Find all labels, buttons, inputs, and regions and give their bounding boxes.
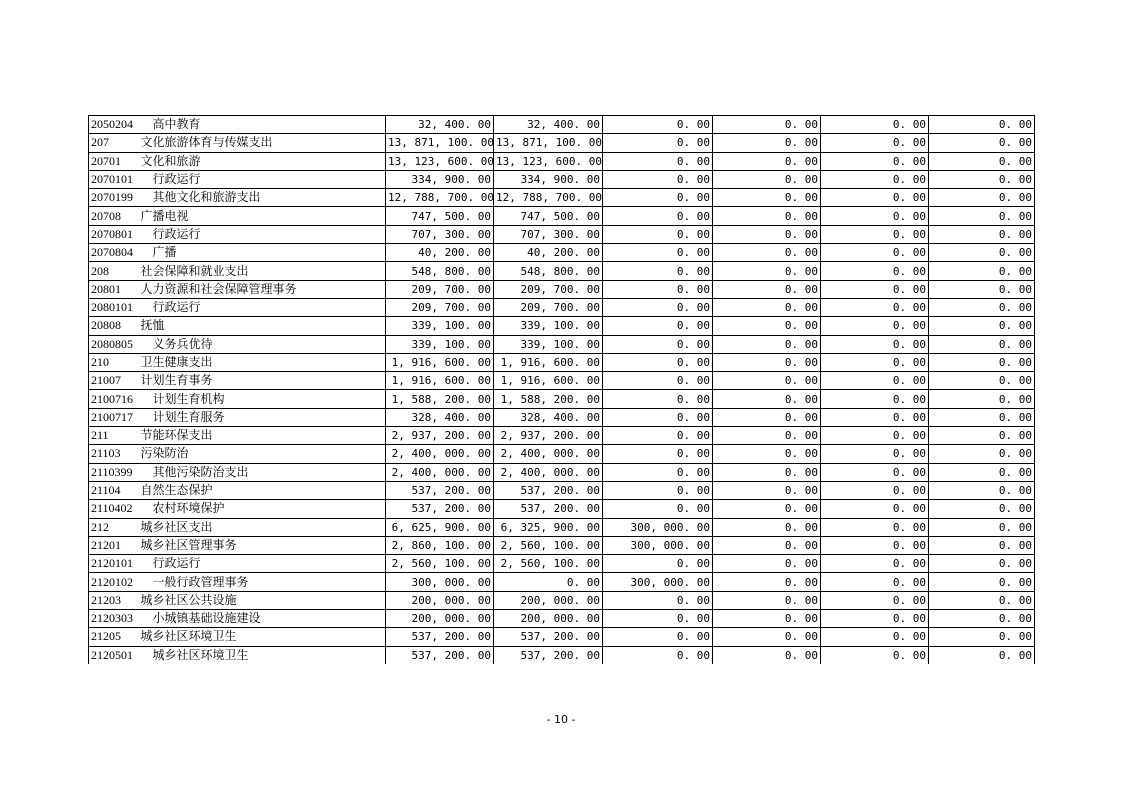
amount-cell-col4: 0. 00 xyxy=(713,610,821,628)
amount-cell-col1: 300, 000. 00 xyxy=(386,573,494,591)
table-row xyxy=(89,335,1035,353)
amount-cell-col6: 0. 00 xyxy=(929,536,1035,554)
amount-cell-col5: 0. 00 xyxy=(821,427,929,445)
subject-name-cell: 文化和旅游 xyxy=(139,152,386,170)
subject-name-cell: 小城镇基础设施建设 xyxy=(139,610,386,628)
amount-cell-col2: 747, 500. 00 xyxy=(494,207,603,225)
amount-cell-col1: 209, 700. 00 xyxy=(386,280,494,298)
amount-cell-col2: 707, 300. 00 xyxy=(494,225,603,243)
amount-cell-col3: 0. 00 xyxy=(603,298,713,316)
subject-name-cell: 行政运行 xyxy=(139,170,386,188)
amount-cell-col4: 0. 00 xyxy=(713,189,821,207)
subject-code-cell: 2110402 xyxy=(89,500,139,518)
subject-name-cell: 污染防治 xyxy=(139,445,386,463)
amount-cell-col1: 6, 625, 900. 00 xyxy=(386,518,494,536)
amount-cell-col4: 0. 00 xyxy=(713,298,821,316)
amount-cell-col1: 200, 000. 00 xyxy=(386,610,494,628)
amount-cell-col3: 0. 00 xyxy=(603,353,713,371)
amount-cell-col2: 2, 560, 100. 00 xyxy=(494,555,603,573)
subject-code-cell: 21103 xyxy=(89,445,139,463)
subject-name-cell: 社会保障和就业支出 xyxy=(139,262,386,280)
amount-cell-col6: 0. 00 xyxy=(929,646,1035,664)
subject-name-cell: 农村环境保护 xyxy=(139,500,386,518)
subject-code-cell: 2070801 xyxy=(89,225,139,243)
subject-name-cell: 节能环保支出 xyxy=(139,427,386,445)
amount-cell-col4: 0. 00 xyxy=(713,481,821,499)
table-row xyxy=(89,518,1035,536)
amount-cell-col2: 537, 200. 00 xyxy=(494,481,603,499)
amount-cell-col3: 0. 00 xyxy=(603,372,713,390)
amount-cell-col5: 0. 00 xyxy=(821,335,929,353)
amount-cell-col6: 0. 00 xyxy=(929,463,1035,481)
amount-cell-col5: 0. 00 xyxy=(821,390,929,408)
table-row xyxy=(89,500,1035,518)
amount-cell-col3: 300, 000. 00 xyxy=(603,573,713,591)
subject-code-cell: 2120102 xyxy=(89,573,139,591)
subject-name-cell: 其他文化和旅游支出 xyxy=(139,189,386,207)
table-row xyxy=(89,298,1035,316)
table-row xyxy=(89,573,1035,591)
amount-cell-col6: 0. 00 xyxy=(929,372,1035,390)
amount-cell-col5: 0. 00 xyxy=(821,262,929,280)
amount-cell-col1: 1, 916, 600. 00 xyxy=(386,372,494,390)
amount-cell-col5: 0. 00 xyxy=(821,610,929,628)
subject-code-cell: 207 xyxy=(89,134,139,152)
table-row xyxy=(89,555,1035,573)
amount-cell-col4: 0. 00 xyxy=(713,646,821,664)
amount-cell-col6: 0. 00 xyxy=(929,500,1035,518)
table-row xyxy=(89,134,1035,152)
amount-cell-col1: 537, 200. 00 xyxy=(386,500,494,518)
amount-cell-col6: 0. 00 xyxy=(929,262,1035,280)
table-row xyxy=(89,481,1035,499)
amount-cell-col2: 1, 916, 600. 00 xyxy=(494,353,603,371)
amount-cell-col4: 0. 00 xyxy=(713,427,821,445)
amount-cell-col1: 537, 200. 00 xyxy=(386,628,494,646)
amount-cell-col5: 0. 00 xyxy=(821,170,929,188)
subject-code-cell: 21007 xyxy=(89,372,139,390)
amount-cell-col3: 0. 00 xyxy=(603,427,713,445)
amount-cell-col1: 2, 860, 100. 00 xyxy=(386,536,494,554)
amount-cell-col6: 0. 00 xyxy=(929,134,1035,152)
amount-cell-col4: 0. 00 xyxy=(713,152,821,170)
amount-cell-col4: 0. 00 xyxy=(713,445,821,463)
subject-name-cell: 人力资源和社会保障管理事务 xyxy=(139,280,386,298)
table-row xyxy=(89,170,1035,188)
table-row xyxy=(89,463,1035,481)
budget-table xyxy=(88,115,1035,664)
amount-cell-col3: 0. 00 xyxy=(603,408,713,426)
table-row xyxy=(89,225,1035,243)
amount-cell-col1: 209, 700. 00 xyxy=(386,298,494,316)
amount-cell-col5: 0. 00 xyxy=(821,408,929,426)
subject-name-cell: 一般行政管理事务 xyxy=(139,573,386,591)
amount-cell-col4: 0. 00 xyxy=(713,500,821,518)
amount-cell-col6: 0. 00 xyxy=(929,317,1035,335)
amount-cell-col3: 0. 00 xyxy=(603,463,713,481)
amount-cell-col2: 339, 100. 00 xyxy=(494,317,603,335)
subject-code-cell: 212 xyxy=(89,518,139,536)
amount-cell-col3: 0. 00 xyxy=(603,207,713,225)
subject-code-cell: 20701 xyxy=(89,152,139,170)
amount-cell-col3: 0. 00 xyxy=(603,555,713,573)
subject-code-cell: 2070199 xyxy=(89,189,139,207)
amount-cell-col5: 0. 00 xyxy=(821,463,929,481)
amount-cell-col4: 0. 00 xyxy=(713,116,821,134)
amount-cell-col1: 13, 871, 100. 00 xyxy=(386,134,494,152)
table-row xyxy=(89,427,1035,445)
amount-cell-col1: 2, 400, 000. 00 xyxy=(386,463,494,481)
subject-code-cell: 21201 xyxy=(89,536,139,554)
amount-cell-col5: 0. 00 xyxy=(821,591,929,609)
table-row xyxy=(89,244,1035,262)
amount-cell-col1: 548, 800. 00 xyxy=(386,262,494,280)
amount-cell-col3: 0. 00 xyxy=(603,134,713,152)
amount-cell-col6: 0. 00 xyxy=(929,628,1035,646)
amount-cell-col1: 12, 788, 700. 00 xyxy=(386,189,494,207)
amount-cell-col4: 0. 00 xyxy=(713,225,821,243)
amount-cell-col2: 2, 937, 200. 00 xyxy=(494,427,603,445)
amount-cell-col2: 6, 325, 900. 00 xyxy=(494,518,603,536)
table-row xyxy=(89,536,1035,554)
amount-cell-col4: 0. 00 xyxy=(713,518,821,536)
amount-cell-col5: 0. 00 xyxy=(821,317,929,335)
amount-cell-col6: 0. 00 xyxy=(929,116,1035,134)
amount-cell-col4: 0. 00 xyxy=(713,555,821,573)
amount-cell-col5: 0. 00 xyxy=(821,207,929,225)
amount-cell-col2: 1, 588, 200. 00 xyxy=(494,390,603,408)
amount-cell-col2: 200, 000. 00 xyxy=(494,610,603,628)
subject-name-cell: 行政运行 xyxy=(139,225,386,243)
subject-code-cell: 2100716 xyxy=(89,390,139,408)
amount-cell-col6: 0. 00 xyxy=(929,445,1035,463)
amount-cell-col2: 537, 200. 00 xyxy=(494,500,603,518)
amount-cell-col3: 0. 00 xyxy=(603,280,713,298)
amount-cell-col2: 13, 871, 100. 00 xyxy=(494,134,603,152)
amount-cell-col3: 0. 00 xyxy=(603,628,713,646)
amount-cell-col2: 548, 800. 00 xyxy=(494,262,603,280)
table-row xyxy=(89,280,1035,298)
page-number: - 10 - xyxy=(546,713,576,726)
subject-code-cell: 210 xyxy=(89,353,139,371)
amount-cell-col4: 0. 00 xyxy=(713,335,821,353)
table-row xyxy=(89,610,1035,628)
subject-name-cell: 高中教育 xyxy=(139,116,386,134)
amount-cell-col6: 0. 00 xyxy=(929,152,1035,170)
amount-cell-col3: 0. 00 xyxy=(603,152,713,170)
amount-cell-col2: 32, 400. 00 xyxy=(494,116,603,134)
amount-cell-col4: 0. 00 xyxy=(713,573,821,591)
amount-cell-col3: 0. 00 xyxy=(603,317,713,335)
amount-cell-col2: 12, 788, 700. 00 xyxy=(494,189,603,207)
amount-cell-col4: 0. 00 xyxy=(713,244,821,262)
table-row xyxy=(89,317,1035,335)
subject-code-cell: 2120501 xyxy=(89,646,139,664)
amount-cell-col3: 0. 00 xyxy=(603,170,713,188)
amount-cell-col5: 0. 00 xyxy=(821,536,929,554)
amount-cell-col5: 0. 00 xyxy=(821,646,929,664)
amount-cell-col2: 339, 100. 00 xyxy=(494,335,603,353)
subject-name-cell: 义务兵优待 xyxy=(139,335,386,353)
amount-cell-col3: 300, 000. 00 xyxy=(603,536,713,554)
subject-code-cell: 2050204 xyxy=(89,116,139,134)
subject-code-cell: 21205 xyxy=(89,628,139,646)
amount-cell-col3: 0. 00 xyxy=(603,610,713,628)
amount-cell-col3: 0. 00 xyxy=(603,244,713,262)
amount-cell-col1: 2, 400, 000. 00 xyxy=(386,445,494,463)
subject-code-cell: 20808 xyxy=(89,317,139,335)
subject-code-cell: 21104 xyxy=(89,481,139,499)
amount-cell-col6: 0. 00 xyxy=(929,335,1035,353)
table-row xyxy=(89,372,1035,390)
amount-cell-col5: 0. 00 xyxy=(821,134,929,152)
amount-cell-col4: 0. 00 xyxy=(713,280,821,298)
amount-cell-col3: 0. 00 xyxy=(603,335,713,353)
amount-cell-col5: 0. 00 xyxy=(821,298,929,316)
amount-cell-col5: 0. 00 xyxy=(821,518,929,536)
amount-cell-col2: 2, 560, 100. 00 xyxy=(494,536,603,554)
amount-cell-col3: 0. 00 xyxy=(603,445,713,463)
table-row xyxy=(89,445,1035,463)
amount-cell-col6: 0. 00 xyxy=(929,244,1035,262)
amount-cell-col3: 0. 00 xyxy=(603,500,713,518)
amount-cell-col6: 0. 00 xyxy=(929,481,1035,499)
subject-name-cell: 行政运行 xyxy=(139,298,386,316)
amount-cell-col2: 2, 400, 000. 00 xyxy=(494,463,603,481)
amount-cell-col5: 0. 00 xyxy=(821,573,929,591)
amount-cell-col6: 0. 00 xyxy=(929,298,1035,316)
subject-name-cell: 城乡社区环境卫生 xyxy=(152,647,249,662)
amount-cell-col5: 0. 00 xyxy=(821,225,929,243)
amount-cell-col4: 0. 00 xyxy=(713,390,821,408)
amount-cell-col6: 0. 00 xyxy=(929,573,1035,591)
amount-cell-col1: 339, 100. 00 xyxy=(386,317,494,335)
subject-name-cell: 抚恤 xyxy=(139,317,386,335)
amount-cell-col2: 13, 123, 600. 00 xyxy=(494,152,603,170)
amount-cell-col5: 0. 00 xyxy=(821,445,929,463)
amount-cell-col5: 0. 00 xyxy=(821,481,929,499)
amount-cell-col3: 0. 00 xyxy=(603,262,713,280)
table-row xyxy=(89,646,1035,664)
table-row xyxy=(89,262,1035,280)
amount-cell-col6: 0. 00 xyxy=(929,408,1035,426)
amount-cell-col1: 339, 100. 00 xyxy=(386,335,494,353)
amount-cell-col1: 2, 560, 100. 00 xyxy=(386,555,494,573)
table-row xyxy=(89,116,1035,134)
subject-code-cell: 211 xyxy=(89,427,139,445)
amount-cell-col1: 200, 000. 00 xyxy=(386,591,494,609)
table-row xyxy=(89,207,1035,225)
amount-cell-col4: 0. 00 xyxy=(713,628,821,646)
amount-cell-col1: 334, 900. 00 xyxy=(386,170,494,188)
table-row xyxy=(89,189,1035,207)
amount-cell-col1: 537, 200. 00 xyxy=(386,481,494,499)
table-row xyxy=(89,353,1035,371)
subject-code-cell: 20708 xyxy=(89,207,139,225)
amount-cell-col1: 328, 400. 00 xyxy=(386,408,494,426)
amount-cell-col6: 0. 00 xyxy=(929,170,1035,188)
budget-table-sheet xyxy=(88,115,1034,664)
amount-cell-col3: 0. 00 xyxy=(603,189,713,207)
subject-code-cell: 2110399 xyxy=(89,463,139,481)
budget-table-body xyxy=(89,116,1035,664)
amount-cell-col4: 0. 00 xyxy=(713,170,821,188)
table-row xyxy=(89,152,1035,170)
table-row xyxy=(89,390,1035,408)
amount-cell-col5: 0. 00 xyxy=(821,500,929,518)
table-row xyxy=(89,408,1035,426)
amount-cell-col6: 0. 00 xyxy=(929,280,1035,298)
subject-name-cell: 城乡社区支出 xyxy=(139,518,386,536)
subject-code-cell: 208 xyxy=(89,262,139,280)
amount-cell-col6: 0. 00 xyxy=(929,427,1035,445)
subject-code-cell: 20801 xyxy=(89,280,139,298)
amount-cell-col1: 1, 588, 200. 00 xyxy=(386,390,494,408)
amount-cell-col4: 0. 00 xyxy=(713,207,821,225)
subject-name-cell: 城乡社区环境卫生 xyxy=(139,628,386,646)
subject-code-cell: 2070804 xyxy=(89,244,139,262)
amount-cell-col4: 0. 00 xyxy=(713,591,821,609)
subject-name-cell: 其他污染防治支出 xyxy=(139,463,386,481)
amount-cell-col5: 0. 00 xyxy=(821,244,929,262)
amount-cell-col1: 1, 916, 600. 00 xyxy=(386,353,494,371)
amount-cell-col6: 0. 00 xyxy=(929,518,1035,536)
amount-cell-col5: 0. 00 xyxy=(821,372,929,390)
subject-code-cell: 21203 xyxy=(89,591,139,609)
table-row xyxy=(89,591,1035,609)
amount-cell-col2: 334, 900. 00 xyxy=(494,170,603,188)
subject-name-cell: 卫生健康支出 xyxy=(139,353,386,371)
subject-code-cell: 2120303 xyxy=(89,610,139,628)
amount-cell-col3: 0. 00 xyxy=(603,390,713,408)
subject-code-cell: 2120101 xyxy=(89,555,139,573)
amount-cell-col4: 0. 00 xyxy=(713,262,821,280)
amount-cell-col5: 0. 00 xyxy=(821,628,929,646)
amount-cell-col5: 0. 00 xyxy=(821,280,929,298)
subject-name-cell: 广播 xyxy=(139,244,386,262)
amount-cell-col3: 0. 00 xyxy=(603,646,713,664)
amount-cell-col6: 0. 00 xyxy=(929,189,1035,207)
subject-name-cell: 文化旅游体育与传媒支出 xyxy=(139,134,386,152)
amount-cell-col1: 537, 200. 00 xyxy=(386,646,494,664)
amount-cell-col6: 0. 00 xyxy=(929,225,1035,243)
amount-cell-col1: 40, 200. 00 xyxy=(386,244,494,262)
amount-cell-col1: 747, 500. 00 xyxy=(386,207,494,225)
subject-name-cell: 行政运行 xyxy=(139,555,386,573)
amount-cell-col2: 2, 400, 000. 00 xyxy=(494,445,603,463)
amount-cell-col5: 0. 00 xyxy=(821,116,929,134)
amount-cell-col2: 328, 400. 00 xyxy=(494,408,603,426)
amount-cell-col4: 0. 00 xyxy=(713,353,821,371)
amount-cell-col6: 0. 00 xyxy=(929,207,1035,225)
subject-name-cell: 计划生育服务 xyxy=(139,408,386,426)
amount-cell-col6: 0. 00 xyxy=(929,555,1035,573)
amount-cell-col4: 0. 00 xyxy=(713,463,821,481)
amount-cell-col5: 0. 00 xyxy=(821,555,929,573)
amount-cell-col2: 40, 200. 00 xyxy=(494,244,603,262)
amount-cell-col3: 0. 00 xyxy=(603,116,713,134)
amount-cell-col5: 0. 00 xyxy=(821,189,929,207)
subject-name-cell: 城乡社区公共设施 xyxy=(139,591,386,609)
subject-code-cell: 2070101 xyxy=(89,170,139,188)
subject-name-cell: 自然生态保护 xyxy=(139,481,386,499)
amount-cell-col3: 0. 00 xyxy=(603,591,713,609)
amount-cell-col4: 0. 00 xyxy=(713,317,821,335)
amount-cell-col4: 0. 00 xyxy=(713,536,821,554)
subject-code-cell: 2080101 xyxy=(89,298,139,316)
subject-name-cell: 计划生育机构 xyxy=(139,390,386,408)
amount-cell-col6: 0. 00 xyxy=(929,591,1035,609)
amount-cell-col2: 209, 700. 00 xyxy=(494,280,603,298)
amount-cell-col2: 537, 200. 00 xyxy=(494,646,603,664)
subject-code-cell: 2100717 xyxy=(89,408,139,426)
subject-name-cell: 广播电视 xyxy=(139,207,386,225)
amount-cell-col1: 2, 937, 200. 00 xyxy=(386,427,494,445)
subject-name-cell: 计划生育事务 xyxy=(139,372,386,390)
table-row xyxy=(89,628,1035,646)
amount-cell-col6: 0. 00 xyxy=(929,610,1035,628)
amount-cell-col4: 0. 00 xyxy=(713,408,821,426)
amount-cell-col5: 0. 00 xyxy=(821,353,929,371)
amount-cell-col2: 209, 700. 00 xyxy=(494,298,603,316)
amount-cell-col4: 0. 00 xyxy=(713,134,821,152)
amount-cell-col1: 13, 123, 600. 00 xyxy=(386,152,494,170)
amount-cell-col2: 537, 200. 00 xyxy=(494,628,603,646)
amount-cell-col1: 32, 400. 00 xyxy=(386,116,494,134)
amount-cell-col3: 300, 000. 00 xyxy=(603,518,713,536)
amount-cell-col6: 0. 00 xyxy=(929,353,1035,371)
amount-cell-col2: 0. 00 xyxy=(494,573,603,591)
subject-code-cell: 2080805 xyxy=(89,335,139,353)
amount-cell-col4: 0. 00 xyxy=(713,372,821,390)
amount-cell-col5: 0. 00 xyxy=(821,152,929,170)
subject-name-cell: 城乡社区管理事务 xyxy=(139,536,386,554)
amount-cell-col3: 0. 00 xyxy=(603,225,713,243)
amount-cell-col1: 707, 300. 00 xyxy=(386,225,494,243)
amount-cell-col3: 0. 00 xyxy=(603,481,713,499)
amount-cell-col2: 1, 916, 600. 00 xyxy=(494,372,603,390)
amount-cell-col6: 0. 00 xyxy=(929,390,1035,408)
amount-cell-col2: 200, 000. 00 xyxy=(494,591,603,609)
